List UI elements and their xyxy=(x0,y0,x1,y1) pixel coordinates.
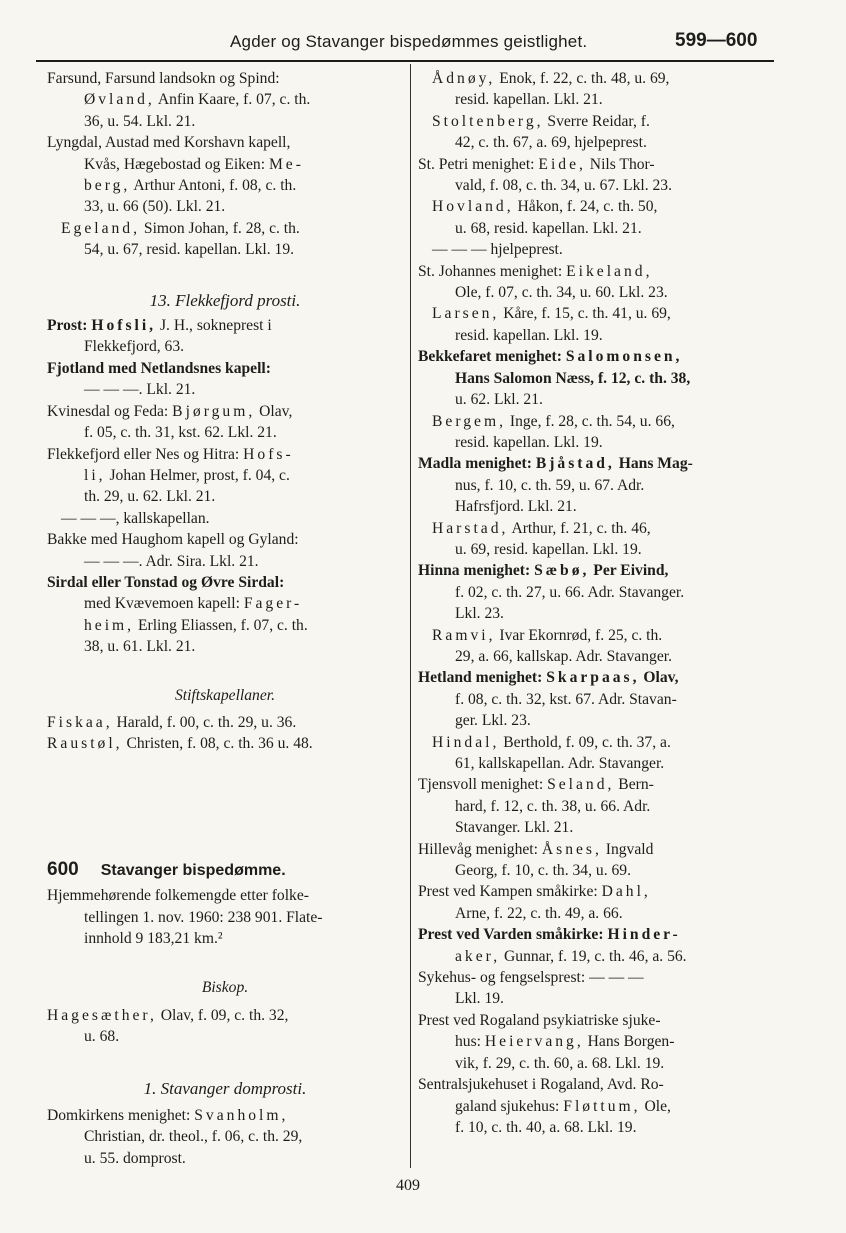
entry-line: Hjemmehørende folkemengde etter folke- xyxy=(47,887,309,905)
entry-line: Hetland menighet: Skarpaas, Olav, xyxy=(418,669,679,687)
section-heading: Stiftskapellaner. xyxy=(174,686,276,704)
entry-line: Hafrsfjord. Lkl. 21. xyxy=(455,498,577,516)
entry-line: Egeland, Simon Johan, f. 28, c. th. xyxy=(61,219,300,237)
entry-line: Sykehus- og fengselsprest: — — — xyxy=(418,969,644,987)
entry-line: Farsund, Farsund landsokn og Spind: xyxy=(47,70,280,87)
entry-line: Flekkefjord eller Nes og Hitra: Hofs- xyxy=(47,445,294,463)
entry-line: 38, u. 61. Lkl. 21. xyxy=(84,638,196,656)
entry-line: Stavanger. Lkl. 21. xyxy=(455,819,574,837)
entry-line: Georg, f. 10, c. th. 34, u. 69. xyxy=(455,862,631,880)
entry-line: 36, u. 54. Lkl. 21. xyxy=(84,112,196,130)
entry-line: innhold 9 183,21 km.² xyxy=(84,930,223,947)
entry-line: Bergem, Inge, f. 28, c. th. 54, u. 66, xyxy=(432,412,675,430)
entry-line: Flekkefjord, 63. xyxy=(84,338,185,356)
entry-line: St. Johannes menighet: Eikeland, xyxy=(418,262,653,280)
entry-line: Lyngdal, Austad med Korshavn kapell, xyxy=(47,134,291,152)
entry-line: Christian, dr. theol., f. 06, c. th. 29, xyxy=(84,1128,303,1146)
entry-line: th. 29, u. 62. Lkl. 21. xyxy=(84,488,216,506)
entry-line: u. 55. domprost. xyxy=(84,1149,186,1167)
entry-line: — — —. Adr. Sira. Lkl. 21. xyxy=(84,552,259,570)
entry-line: li, Johan Helmer, prost, f. 04, c. xyxy=(84,466,290,484)
entry-line: Kvås, Hægebostad og Eiken: Me- xyxy=(84,155,304,173)
entry-line: u. 68, resid. kapellan. Lkl. 21. xyxy=(455,219,642,237)
entry-line: f. 02, c. th. 27, u. 66. Adr. Stavanger. xyxy=(455,583,685,601)
entry-line: Hagesæther, Olav, f. 09, c. th. 32, xyxy=(47,1006,289,1024)
entry-line: aker, Gunnar, f. 19, c. th. 46, a. 56. xyxy=(455,947,687,965)
entry-line: Kvinesdal og Feda: Bjørgum, Olav, xyxy=(47,402,293,420)
entry-line: Tjensvoll menighet: Seland, Bern- xyxy=(418,776,654,794)
entry-line: f. 05, c. th. 31, kst. 62. Lkl. 21. xyxy=(84,424,277,442)
entry-line: Ådnøy, Enok, f. 22, c. th. 48, u. 69, xyxy=(432,70,670,87)
entry-line: Hindal, Berthold, f. 09, c. th. 37, a. xyxy=(432,733,671,751)
entry-line: Prest ved Varden småkirke: Hinder- xyxy=(418,926,681,944)
entry-line: Hillevåg menighet: Åsnes, Ingvald xyxy=(418,840,654,858)
entry-line: hus: Heiervang, Hans Borgen- xyxy=(455,1033,675,1051)
entry-line: Bekkefaret menighet: Salomonsen, xyxy=(418,348,683,366)
entry-line: 42, c. th. 67, a. 69, hjelpeprest. xyxy=(455,134,647,152)
entry-line: Fiskaa, Harald, f. 00, c. th. 29, u. 36. xyxy=(47,713,297,731)
section-heading: 13. Flekkefjord prosti. xyxy=(149,290,301,310)
entry-line: Ole, f. 07, c. th. 34, u. 60. Lkl. 23. xyxy=(455,284,668,302)
entry-line: nus, f. 10, c. th. 59, u. 67. Adr. xyxy=(455,476,645,494)
diocese-heading: 600 Stavanger bispedømme. xyxy=(47,858,286,880)
entry-line: ger. Lkl. 23. xyxy=(455,712,531,730)
column-divider xyxy=(410,64,411,1168)
right-column xyxy=(418,68,776,1138)
entry-line: u. 68. xyxy=(84,1028,120,1046)
section-heading: 1. Stavanger domprosti. xyxy=(143,1078,307,1098)
entry-line: med Kvævemoen kapell: Fager- xyxy=(84,595,303,613)
running-header: Agder og Stavanger bispedømmes geistlighet. xyxy=(230,32,588,51)
entry-line: hard, f. 12, c. th. 38, u. 66. Adr. xyxy=(455,797,651,815)
entry-line: St. Petri menighet: Eide, Nils Thor- xyxy=(418,155,655,173)
entry-line: Harstad, Arthur, f. 21, c. th. 46, xyxy=(432,519,651,537)
entry-line: Bakke med Haughom kapell og Gyland: xyxy=(47,531,299,549)
entry-line: vald, f. 08, c. th. 34, u. 67. Lkl. 23. xyxy=(455,177,672,195)
entry-line: 29, a. 66, kallskap. Adr. Stavanger. xyxy=(455,647,672,665)
entry-line: 54, u. 67, resid. kapellan. Lkl. 19. xyxy=(84,241,295,259)
header-page-range: 599—600 xyxy=(675,30,758,51)
entry-line: resid. kapellan. Lkl. 21. xyxy=(455,91,603,109)
entry-line: 33, u. 66 (50). Lkl. 21. xyxy=(84,198,226,216)
entry-line: Larsen, Kåre, f. 15, c. th. 41, u. 69, xyxy=(432,305,671,323)
entry-line: — — — hjelpeprest. xyxy=(432,241,563,259)
entry-line: — — —. Lkl. 21. xyxy=(84,381,196,399)
entry-line: Madla menighet: Bjåstad, Hans Mag- xyxy=(418,455,693,473)
entry-line: vik, f. 29, c. th. 60, a. 68. Lkl. 19. xyxy=(455,1054,665,1072)
entry-line: Hovland, Håkon, f. 24, c. th. 50, xyxy=(432,198,658,216)
entry-line: Raustøl, Christen, f. 08, c. th. 36 u. 48. xyxy=(47,735,313,753)
entry-line: Ramvi, Ivar Ekornrød, f. 25, c. th. xyxy=(432,626,663,644)
entry-line: Domkirkens menighet: Svanholm, xyxy=(47,1107,289,1125)
entry-line: 61, kallskapellan. Adr. Stavanger. xyxy=(455,755,665,772)
entry-line: Hinna menighet: Sæbø, Per Eivind, xyxy=(418,562,669,580)
entry-line: Prest ved Rogaland psykiatriske sjuke- xyxy=(418,1011,661,1029)
entry-line: Arne, f. 22, c. th. 49, a. 66. xyxy=(455,904,623,922)
entry-line: f. 08, c. th. 32, kst. 67. Adr. Stavan- xyxy=(455,690,677,708)
entry-line: resid. kapellan. Lkl. 19. xyxy=(455,326,603,344)
entry-line: Lkl. 23. xyxy=(455,605,504,623)
entry-line: Lkl. 19. xyxy=(455,990,504,1008)
entry-line: Prost: Hofsli, J. H., sokneprest i xyxy=(47,317,272,335)
entry-line: berg, Arthur Antoni, f. 08, c. th. xyxy=(84,177,297,195)
entry-line: — — —, kallskapellan. xyxy=(61,509,210,527)
entry-line: galand sjukehus: Fløttum, Ole, xyxy=(455,1097,671,1115)
entry-line: u. 62. Lkl. 21. xyxy=(455,391,543,409)
entry-line: Fjotland med Netlandsnes kapell: xyxy=(47,359,271,377)
entry-line: u. 69, resid. kapellan. Lkl. 19. xyxy=(455,540,642,558)
entry-line: Sirdal eller Tonstad og Øvre Sirdal: xyxy=(47,573,285,591)
page-number: 409 xyxy=(396,1177,420,1194)
entry-line: Prest ved Kampen småkirke: Dahl, xyxy=(418,883,651,901)
entry-line: heim, Erling Eliassen, f. 07, c. th. xyxy=(84,616,308,634)
entry-line: Øvland, Anfin Kaare, f. 07, c. th. xyxy=(84,91,311,109)
entry-line: resid. kapellan. Lkl. 19. xyxy=(455,433,603,451)
entry-line: tellingen 1. nov. 1960: 238 901. Flate- xyxy=(84,908,323,926)
entry-line: Hans Salomon Næss, f. 12, c. th. 38, xyxy=(455,369,691,387)
entry-line: f. 10, c. th. 40, a. 68. Lkl. 19. xyxy=(455,1118,637,1136)
left-column xyxy=(47,68,403,1169)
entry-line: Stoltenberg, Sverre Reidar, f. xyxy=(432,112,650,130)
entry-line: Sentralsjukehuset i Rogaland, Avd. Ro- xyxy=(418,1076,664,1094)
section-heading: Biskop. xyxy=(201,979,249,997)
header-rule xyxy=(36,60,774,62)
